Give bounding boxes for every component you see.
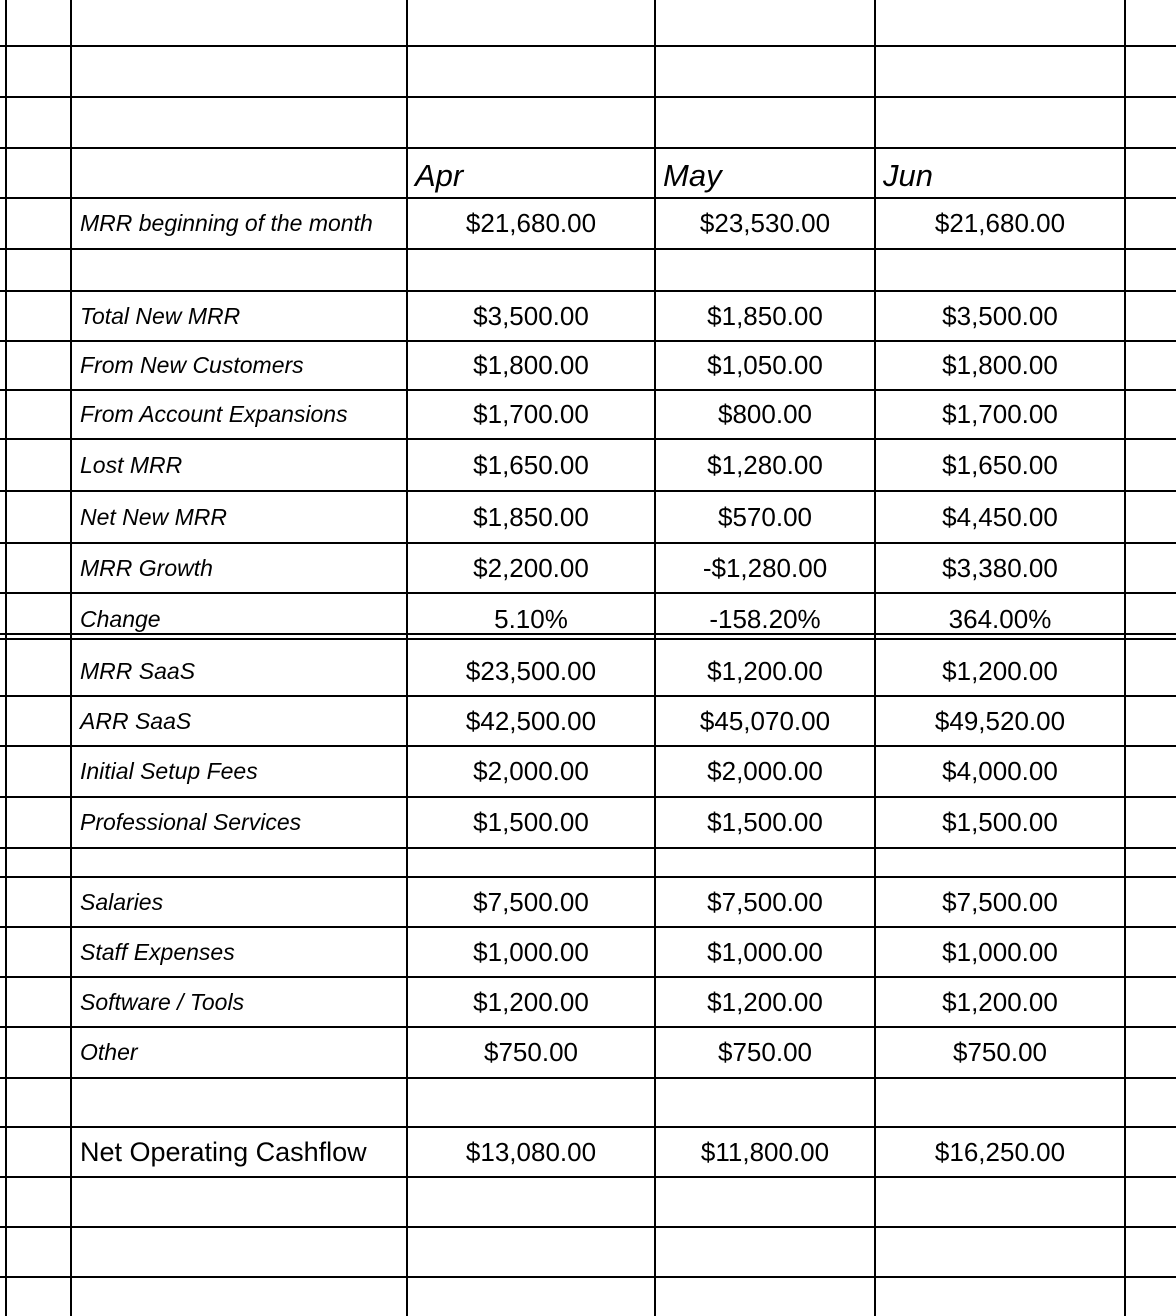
row-label-cell[interactable] xyxy=(71,1078,407,1127)
table-row xyxy=(0,797,1176,848)
table-row xyxy=(0,439,1176,491)
value-cell[interactable]: $3,380.00 xyxy=(942,552,1058,583)
value-cell[interactable]: $11,800.00 xyxy=(700,1136,830,1167)
table-row xyxy=(0,1177,1176,1227)
value-cell[interactable] xyxy=(407,249,655,291)
row-gutter-cell[interactable] xyxy=(0,1177,71,1227)
value-cell[interactable]: $21,680.00 xyxy=(934,208,1066,238)
table-row xyxy=(0,341,1176,389)
row-label-cell[interactable]: Salaries xyxy=(80,888,164,915)
value-cell[interactable]: -158.20% xyxy=(709,604,821,634)
value-cell[interactable]: $1,200.00 xyxy=(707,986,823,1017)
value-cell[interactable]: 5.10% xyxy=(494,604,568,634)
value-cell[interactable]: $45,070.00 xyxy=(699,705,831,736)
row-gutter-cell[interactable] xyxy=(0,1027,71,1078)
value-cell[interactable]: $4,000.00 xyxy=(942,756,1058,786)
row-label-cell[interactable] xyxy=(71,249,407,291)
value-cell[interactable] xyxy=(655,97,875,148)
table-row xyxy=(0,746,1176,797)
value-cell[interactable] xyxy=(655,1177,875,1227)
value-cell[interactable]: $23,530.00 xyxy=(699,208,831,238)
table-row xyxy=(0,646,1176,696)
value-cell[interactable]: $49,520.00 xyxy=(934,705,1066,736)
row-label-cell[interactable]: Staff Expenses xyxy=(80,938,235,965)
row-gutter-cell[interactable] xyxy=(0,797,71,848)
value-cell[interactable]: $800.00 xyxy=(718,398,812,429)
row-label-cell[interactable] xyxy=(71,148,407,198)
table-row xyxy=(0,389,1176,439)
row-gutter-cell[interactable] xyxy=(0,696,71,746)
row-gutter-cell[interactable] xyxy=(0,439,71,491)
value-cell[interactable]: $7,500.00 xyxy=(473,886,589,917)
trailing-empty-cell[interactable] xyxy=(1125,341,1176,389)
value-cell[interactable]: $23,500.00 xyxy=(465,655,597,686)
value-cell[interactable]: $1,200.00 xyxy=(707,655,823,686)
row-gutter-cell[interactable] xyxy=(0,1277,71,1316)
trailing-empty-cell[interactable] xyxy=(1125,1127,1176,1177)
value-cell[interactable] xyxy=(875,1227,1125,1277)
trailing-empty-cell[interactable] xyxy=(1125,389,1176,439)
row-gutter-cell[interactable] xyxy=(0,46,71,97)
value-cell[interactable]: $7,500.00 xyxy=(707,886,823,917)
value-cell[interactable]: $750.00 xyxy=(953,1037,1047,1067)
value-cell[interactable]: $1,650.00 xyxy=(473,449,589,480)
value-cell[interactable]: $1,850.00 xyxy=(473,501,589,532)
trailing-empty-cell[interactable] xyxy=(1125,148,1176,198)
table-row xyxy=(0,1027,1176,1078)
row-label-cell[interactable]: MRR SaaS xyxy=(80,657,196,684)
value-cell[interactable]: $42,500.00 xyxy=(465,705,597,736)
trailing-empty-cell[interactable] xyxy=(1125,1227,1176,1277)
table-row xyxy=(0,927,1176,977)
value-cell[interactable]: $750.00 xyxy=(718,1037,812,1067)
trailing-empty-cell[interactable] xyxy=(1125,1277,1176,1316)
trailing-empty-cell[interactable] xyxy=(1125,97,1176,148)
row-label-cell[interactable] xyxy=(71,97,407,148)
row-label-cell[interactable] xyxy=(71,46,407,97)
row-gutter-cell[interactable] xyxy=(0,877,71,927)
row-label-cell[interactable]: MRR Growth xyxy=(80,554,213,581)
row-gutter-cell[interactable] xyxy=(0,341,71,389)
value-cell[interactable] xyxy=(407,1227,655,1277)
row-gutter-cell[interactable] xyxy=(0,848,71,877)
table-row xyxy=(0,198,1176,249)
value-cell[interactable]: $1,050.00 xyxy=(707,349,823,380)
trailing-empty-cell[interactable] xyxy=(1125,593,1176,646)
table-row xyxy=(0,1127,1176,1177)
table-row xyxy=(0,291,1176,341)
row-gutter-cell[interactable] xyxy=(0,0,71,46)
value-cell[interactable]: $2,000.00 xyxy=(707,756,823,786)
trailing-empty-cell[interactable] xyxy=(1125,198,1176,249)
row-gutter-cell[interactable] xyxy=(0,977,71,1027)
value-cell[interactable] xyxy=(407,0,655,46)
value-cell[interactable] xyxy=(407,1277,655,1316)
value-cell[interactable] xyxy=(655,1277,875,1316)
value-cell[interactable] xyxy=(407,1078,655,1127)
row-gutter-cell[interactable] xyxy=(0,646,71,696)
row-gutter-cell[interactable] xyxy=(0,746,71,797)
table-row xyxy=(0,977,1176,1027)
trailing-empty-cell[interactable] xyxy=(1125,848,1176,877)
value-cell[interactable] xyxy=(875,0,1125,46)
value-cell[interactable] xyxy=(655,1227,875,1277)
value-cell[interactable] xyxy=(407,97,655,148)
value-cell[interactable] xyxy=(655,249,875,291)
trailing-empty-cell[interactable] xyxy=(1125,491,1176,543)
trailing-empty-cell[interactable] xyxy=(1125,291,1176,341)
value-cell[interactable]: $21,680.00 xyxy=(465,208,597,238)
trailing-empty-cell[interactable] xyxy=(1125,646,1176,696)
row-label-cell[interactable]: From Account Expansions xyxy=(80,400,348,427)
table-row xyxy=(0,593,1176,646)
value-cell[interactable] xyxy=(875,1177,1125,1227)
row-label-cell[interactable]: Net Operating Cashflow xyxy=(80,1136,367,1167)
row-label-cell[interactable]: ARR SaaS xyxy=(80,707,192,734)
value-cell[interactable]: 364.00% xyxy=(948,604,1052,634)
trailing-empty-cell[interactable] xyxy=(1125,543,1176,593)
row-label-cell[interactable]: Change xyxy=(80,606,161,632)
trailing-empty-cell[interactable] xyxy=(1125,977,1176,1027)
value-cell[interactable]: $4,450.00 xyxy=(942,501,1058,532)
value-cell[interactable]: $1,200.00 xyxy=(942,986,1058,1017)
value-cell[interactable]: $1,000.00 xyxy=(707,936,823,967)
value-cell[interactable] xyxy=(655,848,875,877)
row-gutter-cell[interactable] xyxy=(0,593,71,646)
table-row xyxy=(0,543,1176,593)
table-row xyxy=(0,148,1176,198)
value-cell[interactable]: $1,500.00 xyxy=(473,807,589,837)
value-cell[interactable] xyxy=(407,46,655,97)
table-row xyxy=(0,848,1176,877)
value-cell[interactable]: $1,500.00 xyxy=(707,807,823,837)
value-cell[interactable]: $1,850.00 xyxy=(707,300,823,331)
row-gutter-cell[interactable] xyxy=(0,249,71,291)
trailing-empty-cell[interactable] xyxy=(1125,1177,1176,1227)
table-row xyxy=(0,696,1176,746)
row-gutter-cell[interactable] xyxy=(0,927,71,977)
row-gutter-cell[interactable] xyxy=(0,291,71,341)
table-row xyxy=(0,0,1176,46)
value-cell[interactable]: $750.00 xyxy=(484,1037,578,1067)
table-row xyxy=(0,1227,1176,1277)
value-cell[interactable]: $1,800.00 xyxy=(473,349,589,380)
month-header-cell[interactable]: Apr xyxy=(415,158,464,193)
row-label-cell[interactable] xyxy=(71,0,407,46)
value-cell[interactable]: $3,500.00 xyxy=(942,300,1058,331)
value-cell[interactable]: $13,080.00 xyxy=(465,1136,597,1167)
value-cell[interactable] xyxy=(875,1277,1125,1316)
row-gutter-cell[interactable] xyxy=(0,97,71,148)
table-row xyxy=(0,97,1176,148)
value-cell[interactable]: $1,800.00 xyxy=(942,349,1058,380)
row-label-cell[interactable]: Total New MRR xyxy=(80,302,241,329)
row-gutter-cell[interactable] xyxy=(0,389,71,439)
row-label-cell[interactable] xyxy=(71,1227,407,1277)
row-label-cell[interactable]: Professional Services xyxy=(80,809,302,835)
value-cell[interactable] xyxy=(655,46,875,97)
row-label-cell[interactable]: MRR beginning of the month xyxy=(80,210,373,236)
value-cell[interactable] xyxy=(875,97,1125,148)
value-cell[interactable]: $1,280.00 xyxy=(707,449,823,480)
row-gutter-cell[interactable] xyxy=(0,543,71,593)
row-label-cell[interactable] xyxy=(71,1277,407,1316)
trailing-empty-cell[interactable] xyxy=(1125,746,1176,797)
table-row xyxy=(0,1277,1176,1316)
row-label-cell[interactable] xyxy=(71,848,407,877)
row-gutter-cell[interactable] xyxy=(0,1227,71,1277)
value-cell[interactable]: $1,200.00 xyxy=(473,986,589,1017)
value-cell[interactable]: $570.00 xyxy=(718,501,812,532)
value-cell[interactable] xyxy=(655,0,875,46)
trailing-empty-cell[interactable] xyxy=(1125,439,1176,491)
value-cell[interactable] xyxy=(875,1078,1125,1127)
row-label-cell[interactable]: From New Customers xyxy=(80,351,304,378)
value-cell[interactable]: -$1,280.00 xyxy=(702,552,828,583)
value-cell[interactable]: $1,650.00 xyxy=(942,449,1058,480)
value-cell[interactable]: $1,200.00 xyxy=(942,655,1058,686)
value-cell[interactable]: $7,500.00 xyxy=(942,886,1058,917)
trailing-empty-cell[interactable] xyxy=(1125,46,1176,97)
value-cell[interactable]: $1,700.00 xyxy=(942,398,1058,429)
value-cell[interactable] xyxy=(407,848,655,877)
row-label-cell[interactable]: Lost MRR xyxy=(80,451,183,478)
value-cell[interactable]: $1,700.00 xyxy=(473,398,589,429)
row-label-cell[interactable]: Other xyxy=(80,1039,138,1065)
table-row xyxy=(0,1078,1176,1127)
trailing-empty-cell[interactable] xyxy=(1125,249,1176,291)
row-gutter-cell[interactable] xyxy=(0,491,71,543)
table-row xyxy=(0,46,1176,97)
month-header-cell[interactable]: Jun xyxy=(883,158,933,193)
trailing-empty-cell[interactable] xyxy=(1125,877,1176,927)
table-row xyxy=(0,249,1176,291)
trailing-empty-cell[interactable] xyxy=(1125,797,1176,848)
value-cell[interactable] xyxy=(875,848,1125,877)
value-cell[interactable] xyxy=(655,1078,875,1127)
value-cell[interactable]: $1,000.00 xyxy=(942,936,1058,967)
value-cell[interactable]: $1,500.00 xyxy=(942,807,1058,837)
value-cell[interactable]: $16,250.00 xyxy=(934,1136,1066,1167)
row-gutter-cell[interactable] xyxy=(0,1127,71,1177)
row-label-cell[interactable] xyxy=(71,1177,407,1227)
trailing-empty-cell[interactable] xyxy=(1125,927,1176,977)
row-label-cell[interactable]: Software / Tools xyxy=(80,988,245,1015)
value-cell[interactable]: $3,500.00 xyxy=(473,300,589,331)
value-cell[interactable]: $2,200.00 xyxy=(473,552,589,583)
row-label-cell[interactable]: Initial Setup Fees xyxy=(80,758,258,784)
trailing-empty-cell[interactable] xyxy=(1125,1027,1176,1078)
value-cell[interactable] xyxy=(875,46,1125,97)
row-gutter-cell[interactable] xyxy=(0,198,71,249)
trailing-empty-cell[interactable] xyxy=(1125,0,1176,46)
value-cell[interactable]: $1,000.00 xyxy=(473,936,589,967)
trailing-empty-cell[interactable] xyxy=(1125,1078,1176,1127)
month-header-cell[interactable]: May xyxy=(663,158,722,193)
value-cell[interactable]: $2,000.00 xyxy=(473,756,589,786)
table-row xyxy=(0,877,1176,927)
value-cell[interactable] xyxy=(407,1177,655,1227)
table-row xyxy=(0,491,1176,543)
row-gutter-cell[interactable] xyxy=(0,148,71,198)
trailing-empty-cell[interactable] xyxy=(1125,696,1176,746)
value-cell[interactable] xyxy=(875,249,1125,291)
row-gutter-cell[interactable] xyxy=(0,1078,71,1127)
row-label-cell[interactable]: Net New MRR xyxy=(80,503,227,530)
